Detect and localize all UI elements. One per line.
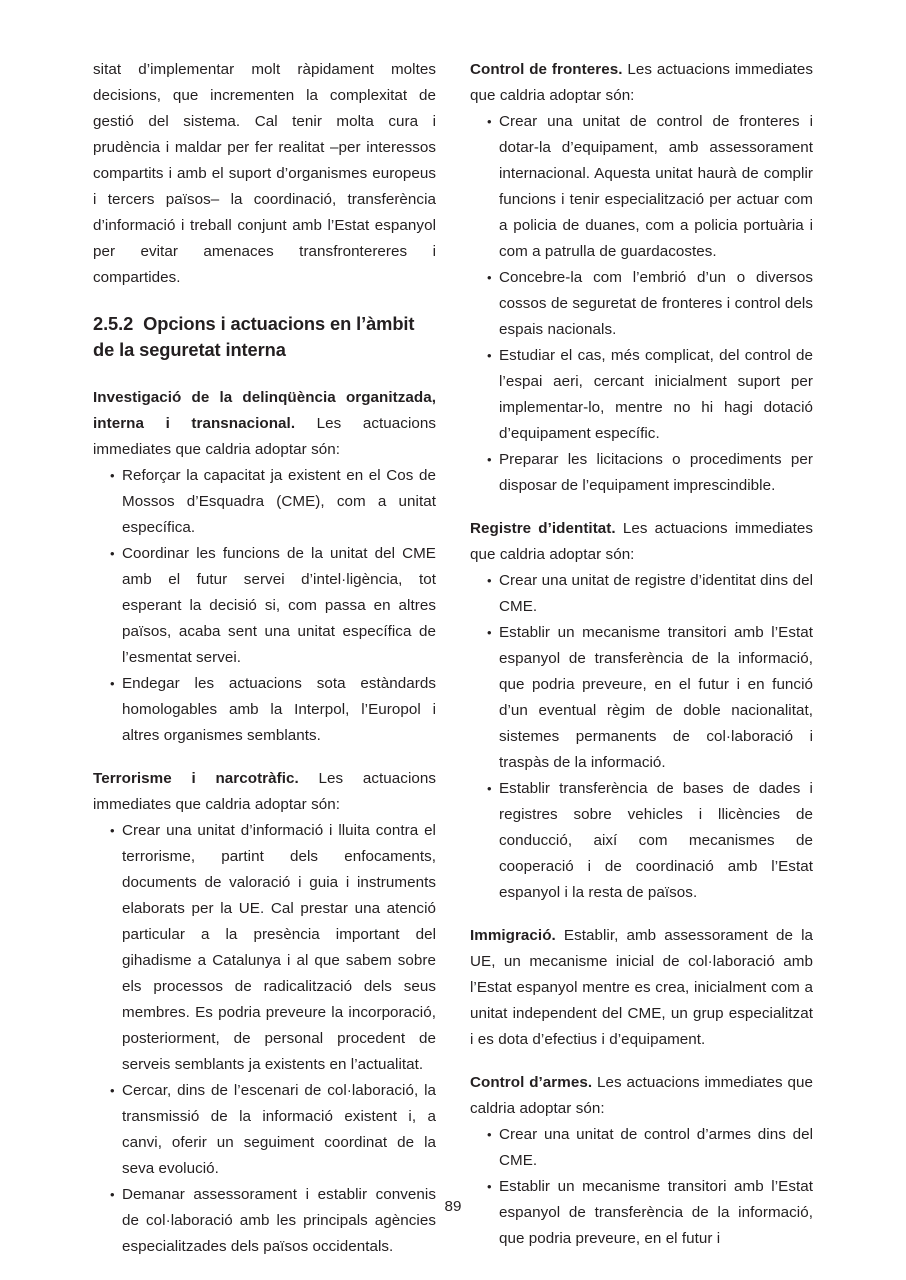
subsection-intro-text: Les actuacions immediates que caldria adoptar són: (470, 520, 813, 563)
list-item: • Establir un mecanisme transitori amb l’Estat espanyol de transferència de la informació, que podria preveure, en el futur i en funció d’un eventual règim de doble nacionalitat, sistemes permanents de col·laboració i traspàs de la informació. (470, 620, 813, 776)
section-heading (93, 311, 436, 363)
subsection-intro-paragraph (93, 766, 436, 818)
list-item: • Crear una unitat de control de fronteres i dotar-la d’equipament, amb assessorament internacional. Aquesta unitat haurà de complir funcions i tenir especialització per actuar com a policia de duanes, com a policia portuària i com a patrulla de guardacostes. (470, 109, 813, 265)
list-item: • Estudiar el cas, més complicat, del control de l’espai aeri, cercant inicialment suport per implementar-lo, mentre no hi hagi dotació d’equipament específic. (470, 343, 813, 447)
left-column (93, 57, 436, 1255)
subsection-intro-text: Les actuacions immediates que caldria adoptar són: (93, 770, 436, 813)
subsection-lead-in: Control d’armes. (470, 1074, 593, 1091)
list-item: • Concebre-la com l’embrió d’un o diversos cossos de seguretat de fronteres i control dels espais nacionals. (470, 265, 813, 343)
subsection-intro-paragraph (470, 516, 813, 568)
subsection-intro-paragraph (93, 385, 436, 463)
section-heading-title: Opcions i actuacions en l’àmbit de la seguretat interna (93, 313, 415, 360)
subsection-intro-text: Establir, amb assessorament de la UE, un mecanisme inicial de col·laboració amb l’Estat espanyol mentre es crea, inicialment com a unitat independent del CME, un grup especialitzat i es dota d’efectius i d’equipament. (470, 927, 813, 1048)
list-item: • Reforçar la capacitat ja existent en el Cos de Mossos d’Esquadra (CME), com a unitat específica. (93, 463, 436, 541)
subsection-intro-text: Les actuacions immediates que caldria adoptar són: (93, 415, 436, 458)
list-item: • Crear una unitat de control d’armes dins del CME. (470, 1122, 813, 1174)
subsection-intro-paragraph (470, 923, 813, 1053)
right-column (470, 57, 813, 1247)
subsection-lead-in: Registre d’identitat. (470, 520, 616, 537)
subsection-lead-in: Terrorisme i narcotràfic. (93, 770, 299, 787)
bullet-list (93, 463, 436, 749)
list-item: • Preparar les licitacions o procediments per disposar de l’equipament imprescindible. (470, 447, 813, 499)
list-item: • Endegar les actuacions sota estàndards homologables amb la Interpol, l’Europol i altres organismes semblants. (93, 671, 436, 749)
subsection-lead-in: Immigració. (470, 927, 556, 944)
paragraph-gap (93, 749, 436, 766)
heading-spacer-after (93, 363, 436, 385)
continued-paragraph: sitat d’implementar molt ràpidament moltes decisions, que incrementen la complexitat de gestió del sistema. Cal tenir molta cura i prudència i maldar per fer realitat –per interessos compartits i amb el suport d’organismes europeus i tercers països– la coordinació, transferència d’informació i treball conjunt amb l’Estat espanyol per evitar amenaces transfrontereres i compartides. (93, 61, 436, 286)
list-item: • Crear una unitat d’informació i lluita contra el terrorisme, partint dels enfocaments, documents de valoració i guia i instruments elaborats per la UE. Cal prestar una atenció particular a la presència important del gihadisme a Catalunya i al que sabem sobre els processos de radicalització dels seus membres. Es podria preveure la incorporació, posteriorment, de personal procedent de serveis semblants ja existents en l’actualitat. (93, 818, 436, 1078)
list-item: • Crear una unitat de registre d’identitat dins del CME. (470, 568, 813, 620)
list-item: • Demanar assessorament i establir convenis de col·laboració amb les principals agències especialitzades dels països occidentals. (93, 1182, 436, 1260)
subsection-intro-text: Les actuacions immediates que caldria adoptar són: (470, 61, 813, 104)
subsection-intro-paragraph (470, 57, 813, 109)
bullet-list (93, 818, 436, 1260)
list-item: • Cercar, dins de l’escenari de col·laboració, la transmissió de la informació existent i, a canvi, oferir un seguiment coordinat de la seva evolució. (93, 1078, 436, 1182)
page-number: 89 (444, 1198, 462, 1215)
subsection-intro-text: Les actuacions immediates que caldria adoptar són: (470, 1074, 813, 1117)
subsection-intro-paragraph (470, 1070, 813, 1122)
heading-spacer-before (93, 291, 436, 311)
section-heading-number: 2.5.2 (93, 313, 134, 334)
list-item: • Establir un mecanisme transitori amb l’Estat espanyol de transferència de la informació, que podria preveure, en el futur i (470, 1174, 813, 1252)
paragraph-gap (470, 906, 813, 923)
bullet-list (470, 568, 813, 906)
paragraph-gap (470, 499, 813, 516)
bullet-list (470, 109, 813, 499)
subsection-lead-in: Control de fronteres. (470, 61, 623, 78)
subsection-lead-in: Investigació de la delinqüència organitzada, interna i transnacional. (93, 389, 436, 432)
list-item: • Establir transferència de bases de dades i registres sobre vehicles i llicències de conducció, així com mecanismes de cooperació i de coordinació amb l’Estat espanyol i la resta de països. (470, 776, 813, 906)
paragraph-gap (470, 1053, 813, 1070)
list-item: • Coordinar les funcions de la unitat del CME amb el futur servei d’intel·ligència, tot esperant la decisió si, com passa en altres països, acaba sent una unitat específica de l’esmentat servei. (93, 541, 436, 671)
bullet-list (470, 1122, 813, 1252)
